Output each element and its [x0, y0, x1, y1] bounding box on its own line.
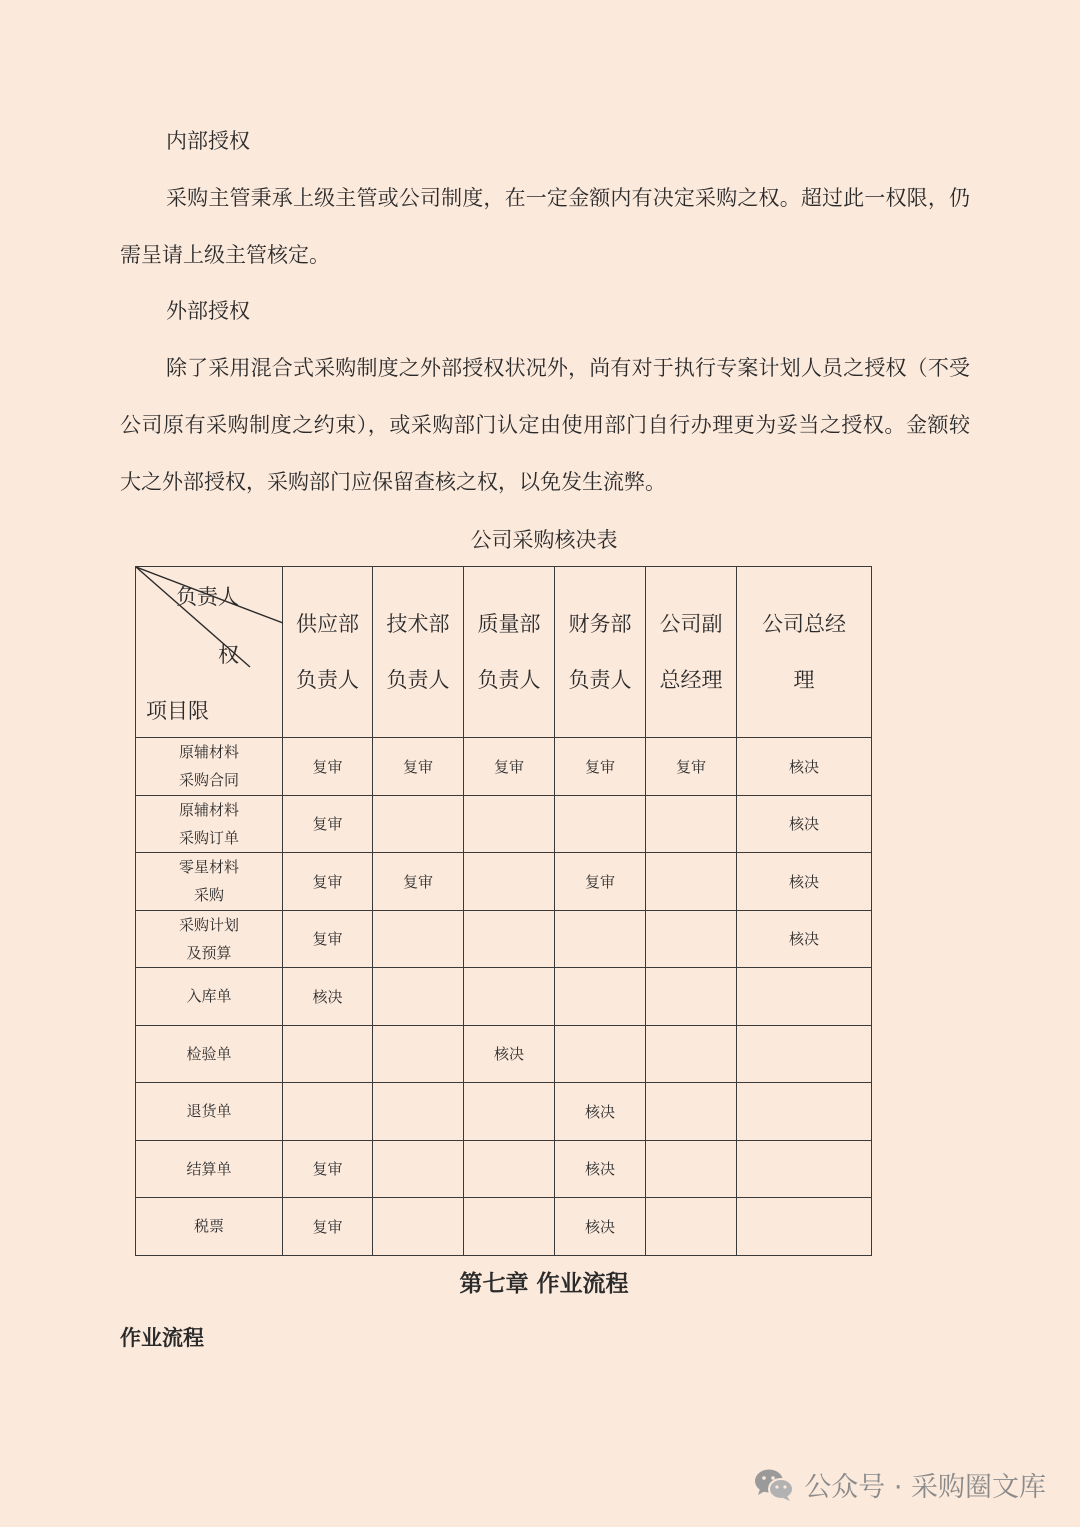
section-title: 作业流程	[120, 1325, 204, 1350]
table-row	[136, 910, 872, 968]
table-row	[136, 1140, 872, 1198]
paragraph-external-authorization-body: 除了采用混合式采购制度之外部授权状况外，尚有对于执行专案计划人员之授权（不受公司原有采购制度之约束），或采购部门认定由使用部门自行办理更为妥当之授权。金额较大之外部授权，采购部门应保留查核之权，以免发生流弊。	[120, 356, 970, 494]
table-row	[136, 795, 872, 853]
row-header-line2: 采购	[193, 886, 224, 905]
table-cell	[646, 910, 737, 968]
table-cell: 复审	[283, 1140, 373, 1198]
table-row	[136, 1025, 872, 1083]
table-cell: 核决	[737, 738, 872, 796]
table-cell	[464, 1140, 555, 1198]
table-cell: 复审	[283, 738, 373, 796]
row-header-cell	[136, 853, 283, 911]
wechat-icon	[754, 1468, 794, 1502]
table-cell	[646, 853, 737, 911]
row-header-line1: 税票	[193, 1217, 224, 1236]
column-header-line2: 总经理	[659, 668, 723, 692]
table-cell	[737, 1140, 872, 1198]
table-cell: 核决	[283, 968, 373, 1026]
table-cell: 核决	[464, 1025, 555, 1083]
table-cell	[737, 1025, 872, 1083]
row-header-cell	[136, 1140, 283, 1198]
row-header-line2: 及预算	[186, 943, 232, 962]
approval-table	[135, 566, 872, 1256]
table-cell	[283, 1083, 373, 1141]
row-header-cell	[136, 910, 283, 968]
table-row	[136, 1198, 872, 1256]
paragraph-internal-authorization-body: 采购主管秉承上级主管或公司制度，在一定金额内有决定采购之权。超过此一权限，仍需呈请上级主管核定。	[120, 186, 970, 267]
column-header	[646, 567, 737, 738]
table-cell: 复审	[283, 853, 373, 911]
table-cell	[373, 795, 464, 853]
table-cell: 复审	[283, 1198, 373, 1256]
row-header-line1: 采购计划	[178, 915, 239, 934]
column-header	[737, 567, 872, 738]
table-cell: 核决	[737, 795, 872, 853]
table-row	[136, 738, 872, 796]
table-cell	[464, 853, 555, 911]
table-cell	[373, 1198, 464, 1256]
table-cell: 复审	[373, 853, 464, 911]
table-corner-cell	[136, 567, 283, 738]
table-cell	[464, 1198, 555, 1256]
table-cell	[464, 968, 555, 1026]
table-cell: 核决	[555, 1140, 646, 1198]
column-header-line1: 财务部	[568, 612, 632, 636]
table-cell	[646, 1140, 737, 1198]
table-cell	[646, 1025, 737, 1083]
row-header-line1: 零星材料	[178, 858, 239, 877]
table-row	[136, 968, 872, 1026]
watermark	[754, 1465, 1046, 1504]
table-cell: 核决	[555, 1083, 646, 1141]
table-cell: 核决	[737, 853, 872, 911]
table-cell: 复审	[646, 738, 737, 796]
table-cell	[737, 1198, 872, 1256]
chapter-title: 第七章 作业流程	[459, 1270, 629, 1297]
row-header-line1: 原辅材料	[178, 800, 239, 819]
table-cell: 核决	[737, 910, 872, 968]
table-cell	[464, 795, 555, 853]
column-header-line1: 公司副	[659, 612, 723, 636]
column-header-line2: 负责人	[386, 668, 450, 692]
table-cell	[555, 910, 646, 968]
table-cell	[373, 910, 464, 968]
column-header	[464, 567, 555, 738]
table-cell	[646, 968, 737, 1026]
column-header	[555, 567, 646, 738]
column-header-line2: 负责人	[296, 668, 359, 692]
table-cell: 复审	[555, 738, 646, 796]
column-header	[373, 567, 464, 738]
table-cell: 复审	[283, 795, 373, 853]
row-header-cell	[136, 795, 283, 853]
column-header-line2: 负责人	[477, 668, 541, 692]
row-header-cell	[136, 1198, 283, 1256]
column-header	[283, 567, 373, 738]
table-cell	[737, 1083, 872, 1141]
table-cell: 复审	[283, 910, 373, 968]
paragraph-external-authorization-heading: 外部授权	[166, 299, 250, 323]
table-cell	[373, 1083, 464, 1141]
table-row	[136, 1083, 872, 1141]
table-cell	[464, 910, 555, 968]
table-cell	[555, 968, 646, 1026]
table-row	[136, 853, 872, 911]
column-header-line1: 技术部	[386, 612, 450, 636]
table-cell	[373, 968, 464, 1026]
table-cell	[283, 1025, 373, 1083]
table-body	[136, 738, 872, 1256]
table-cell	[555, 1025, 646, 1083]
row-header-line1: 原辅材料	[178, 743, 239, 762]
table-cell: 复审	[373, 738, 464, 796]
table-cell	[646, 1198, 737, 1256]
paragraph-internal-authorization-heading: 内部授权	[166, 129, 250, 153]
table-cell	[373, 1140, 464, 1198]
table-cell: 复审	[555, 853, 646, 911]
table-cell: 复审	[464, 738, 555, 796]
row-header-line1: 结算单	[186, 1159, 232, 1178]
column-header-line1: 质量部	[477, 612, 541, 636]
row-header-cell	[136, 968, 283, 1026]
table-header-row	[136, 567, 872, 738]
row-header-line1: 检验单	[186, 1044, 232, 1063]
column-header-line1: 公司总经	[762, 612, 846, 636]
corner-label-item: 项目限	[146, 699, 209, 723]
column-header-line2: 负责人	[568, 668, 632, 692]
corner-label-responsible: 负责人	[176, 585, 239, 609]
table-cell	[646, 795, 737, 853]
row-header-line1: 退货单	[186, 1102, 232, 1121]
row-header-cell	[136, 1025, 283, 1083]
table-cell	[737, 968, 872, 1026]
row-header-cell	[136, 1083, 283, 1141]
row-header-line2: 采购合同	[178, 771, 239, 790]
table-cell	[464, 1083, 555, 1141]
row-header-cell	[136, 738, 283, 796]
table-cell: 核决	[555, 1198, 646, 1256]
column-header-line1: 供应部	[296, 612, 359, 636]
table-cell	[555, 795, 646, 853]
corner-label-authority: 权	[218, 643, 239, 667]
row-header-line2: 采购订单	[178, 828, 239, 847]
table-caption: 公司采购核决表	[470, 528, 618, 552]
column-header-line2: 理	[793, 668, 815, 692]
table-cell	[646, 1083, 737, 1141]
watermark-text: 公众号 · 采购圈文库	[804, 1472, 1046, 1503]
row-header-line1: 入库单	[186, 987, 232, 1006]
table-cell	[373, 1025, 464, 1083]
